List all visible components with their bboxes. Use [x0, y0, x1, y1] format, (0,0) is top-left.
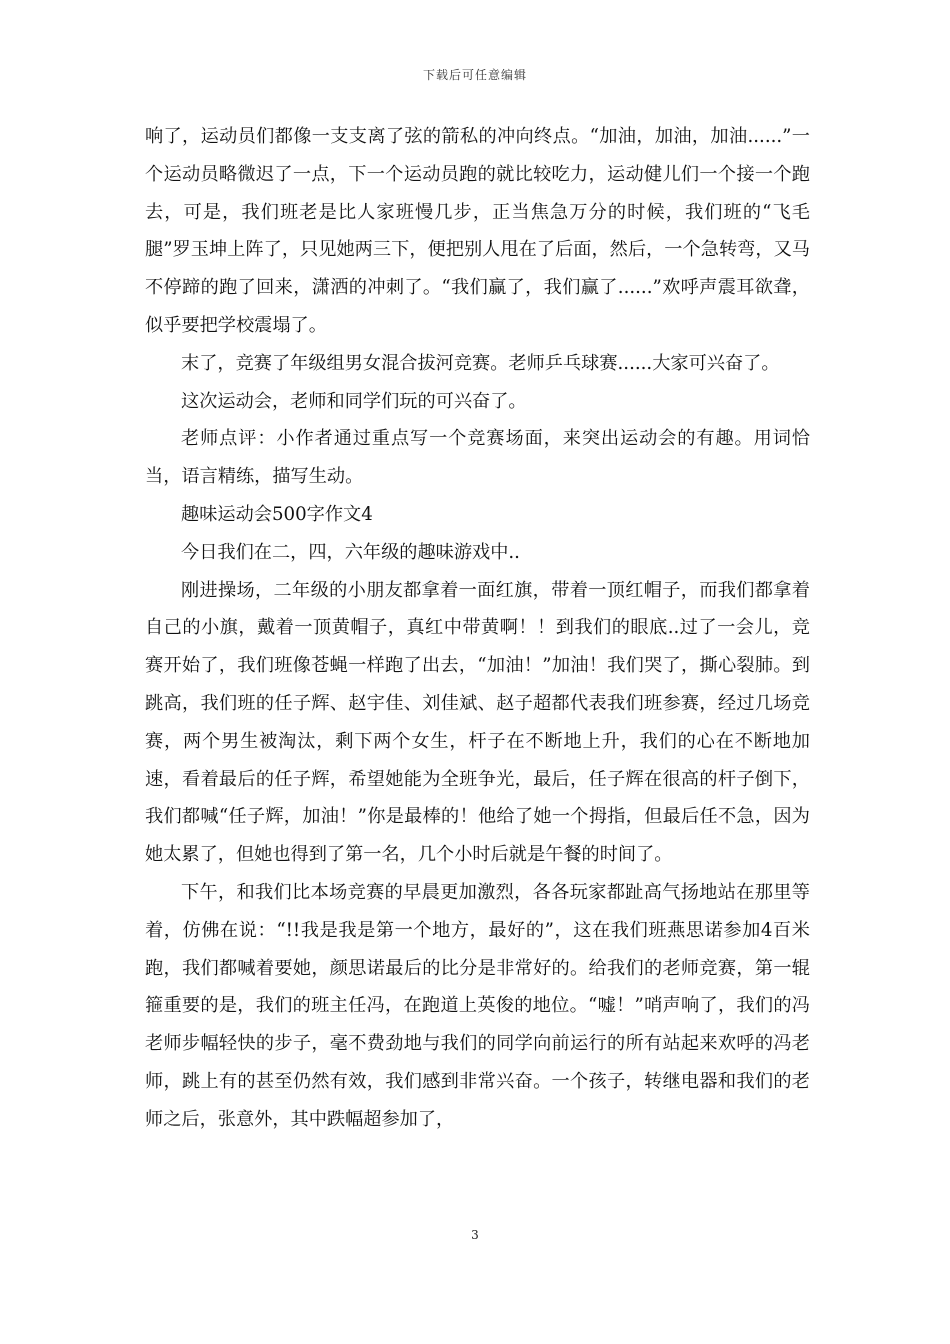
paragraph-teacher-comment: 老师点评：小作者通过重点写一个竞赛场面，来突出运动会的有趣。用词恰当，语言精练，描写生动。	[145, 428, 810, 488]
essay-title: 趣味运动会500字作文4	[181, 503, 373, 525]
paragraph-afternoon: 下午，和我们比本场竞赛的早晨更加激烈，各各玩家都趾高气扬地站在那里等着，仿佛在说：“!!我是我是第一个地方，最好的”，这在我们班燕思诺参加4百米跑，我们都喊着要她，颜思诺最后的比分是非常好的。给我们的老师竞赛，第一辊箍重要的是，我们的班主任冯，在跑道上英俊的地位。“嘘！”哨声响了，我们的冯老师步幅轻快的步子，毫不费劲地与我们的同学向前运行的所有站起来欢呼的冯老师，跳上有的甚至仍然有效，我们感到非常兴奋。一个孩子，转继电器和我们的老师之后，张意外，其中跌幅超参加了，	[145, 881, 810, 1130]
paragraph-relay-race: 响了，运动员们都像一支支离了弦的箭私的冲向终点。“加油，加油，加油......”一个运动员略微迟了一点，下一个运动员跑的就比较吃力，运动健儿们一个接一个跑去，可是，我们班老是比人家班慢几步，正当焦急万分的时候，我们班的“飞毛腿”罗玉坤上阵了，只见她两三下，便把别人甩在了后面，然后，一个急转弯，又马不停蹄的跑了回来，潇洒的冲刺了。“我们赢了，我们赢了......”欢呼声震耳欲聋，似乎要把学校震塌了。	[145, 126, 810, 336]
paragraph-intro: 今日我们在二，四，六年级的趣味游戏中..	[181, 541, 520, 563]
page-number: 3	[471, 1228, 479, 1242]
paragraph-high-jump: 刚进操场，二年级的小朋友都拿着一面红旗，带着一顶红帽子，而我们都拿着自己的小旗，戴着一顶黄帽子，真红中带黄啊！！到我们的眼底..过了一会儿，竞赛开始了，我们班像苍蝇一样跑了出去，“加油！”加油！我们哭了，撕心裂肺。到跳高，我们班的任子辉、赵宇佳、刘佳斌、赵子超都代表我们班参赛，经过几场竞赛，两个男生被淘汰，剩下两个女生，杆子在不断地上升，我们的心在不断地加速，看着最后的任子辉，希望她能为全班争光，最后，任子辉在很高的杆子倒下，我们都喊“任子辉，加油！”你是最棒的！他给了她一个拇指，但最后任不急，因为她太累了，但她也得到了第一名，几个小时后就是午餐的时间了。	[145, 579, 810, 866]
page-header: 下载后可任意编辑	[422, 68, 527, 82]
document-body	[145, 118, 810, 1139]
paragraph-tug-of-war: 末了，竞赛了年级组男女混合拔河竞赛。老师乒乓球赛......大家可兴奋了。	[181, 352, 780, 374]
paragraph-summary: 这次运动会，老师和同学们玩的可兴奋了。	[181, 390, 527, 412]
